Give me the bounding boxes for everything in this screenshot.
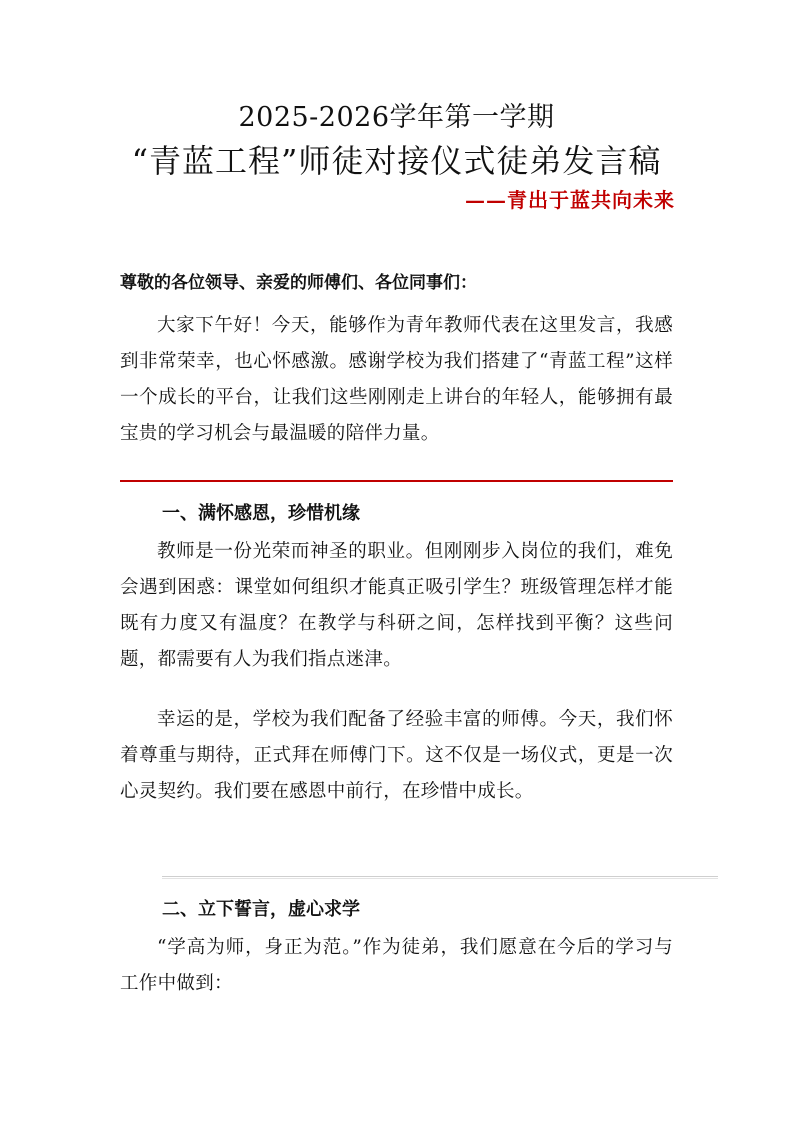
document-title-line1: 2025-2026学年第一学期	[238, 102, 555, 133]
section2-paragraph-1: “学高为师，身正为范。”作为徒弟，我们愿意在今后的学习与工作中做到：	[120, 937, 673, 994]
document-subtitle: ——青出于蓝共向未来	[465, 188, 675, 212]
salutation: 尊敬的各位领导、亲爱的师傅们、各位同事们：	[120, 273, 477, 293]
red-divider	[120, 480, 673, 482]
intro-paragraph: 大家下午好！今天，能够作为青年教师代表在这里发言，我感到非常荣幸，也心怀感激。感谢学校为我们搭建了“青蓝工程”这样一个成长的平台，让我们这些刚刚走上讲台的年轻人，能够拥有最宝贵的学习机会与最温暖的陪伴力量。	[120, 315, 673, 444]
section1-paragraph-1: 教师是一份光荣而神圣的职业。但刚刚步入岗位的我们，难免会遇到困惑：课堂如何组织才能真正吸引学生？班级管理怎样才能既有力度又有温度？在教学与科研之间，怎样找到平衡？这些问题，都需要有人为我们指点迷津。	[120, 541, 673, 670]
document-title-line2: “青蓝工程”师徒对接仪式徒弟发言稿	[131, 142, 662, 180]
section1-heading: 一、满怀感恩，珍惜机缘	[162, 503, 360, 524]
section2-heading: 二、立下誓言，虚心求学	[162, 899, 360, 920]
gray-divider	[162, 876, 718, 879]
section1-paragraph-2: 幸运的是，学校为我们配备了经验丰富的师傅。今天，我们怀着尊重与期待，正式拜在师傅门下。这不仅是一场仪式，更是一次心灵契约。我们要在感恩中前行，在珍惜中成长。	[120, 709, 673, 802]
